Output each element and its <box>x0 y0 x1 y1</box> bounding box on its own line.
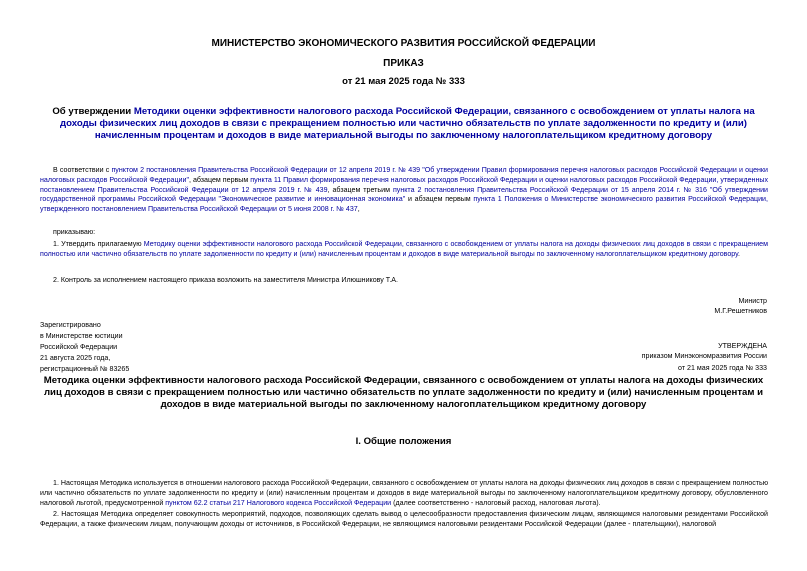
general-1-text-a: 1. Настоящая Методика используется в отношении налогового расхода Российской Федерации, связанного с освобождением от уплаты налога на доходы физических лиц доходов в связи с прекращением полностью или частично обязательств по уплате задолженности по кредиту и (или) начисленным процентам и доходов в виде материальной выгоды по заключенному налогоплательщиком кредитному договору, обусловленного налоговой льготой, предусмотренной <box>40 479 769 507</box>
order-date: от 21 мая 2025 года № 333 <box>342 76 465 87</box>
signature-name: М.Г.Решетников <box>714 307 767 315</box>
item-1-text-b: . <box>737 249 740 258</box>
registration-line: 21 августа 2025 года, <box>40 354 111 362</box>
preamble-link-3[interactable]: пункта 2 постановления Правительства Российской Федерации от 15 апреля 2014 г. № 316 "Об утверждении государственной программы Российской Федерации "Экономическое развитие и инновационная экономика" <box>40 185 769 204</box>
method-title: Методика оценки эффективности налогового расхода Российской Федерации, связанного с освобождением от уплаты налога на доходы физических лиц доходов в связи с прекращением полностью или частично обязательств по уплате задолженности по кредиту и (или) начисленным процентам и доходов в виде материальной выгоды по заключенному налогоплательщиком кредитному договору <box>43 375 764 410</box>
preamble-link-2[interactable]: пункта 11 Правил формирования перечня налоговых расходов Российской Федерации и оценки налоговых расходов Российской Федерации, утвержденных постановлением Правительства Российской Федерации от 12 апреля 2019 г. № 439 <box>40 175 769 194</box>
item-2-paragraph: 2. Контроль за исполнением настоящего приказа возложить на заместителя Министра Илюшникову Т.А. <box>53 276 399 284</box>
section-title: I. Общие положения <box>355 436 452 447</box>
approval-stamp-date: от 21 мая 2025 года № 333 <box>678 364 767 372</box>
preamble-text-c: , абзацем третьим <box>327 185 393 194</box>
preamble-link-4[interactable]: пункта 1 Положения о Министерстве экономического развития Российской Федерации, утвержденного постановлением Правительства Российской Федерации от 5 июня 2008 г. № 437 <box>40 195 768 214</box>
ministry-heading: МИНИСТЕРСТВО ЭКОНОМИЧЕСКОГО РАЗВИТИЯ РОССИЙСКОЙ ФЕДЕРАЦИИ <box>211 38 596 49</box>
general-paragraph-2: 2. Настоящая Методика определяет совокупность мероприятий, подходов, позволяющих сделать вывод о целесообразности предоставления физическим лицам, являющимся налоговыми резидентами Российской Федерации, а также физическим лицам, получающим доходы от источников, в Российской Федерации, не являющимся налоговыми резидентами Российской Федерации (далее - плательщики), налоговой <box>40 510 768 528</box>
item-1-paragraph <box>40 240 768 260</box>
preamble-link-1[interactable]: пунктом 2 постановления Правительства Российской Федерации от 12 апреля 2019 г. № 439 "Об утверждении Правил формирования перечня налоговых расходов Российской Федерации и оценки налоговых расходов Российской Федерации" <box>40 166 769 184</box>
registration-line: регистрационный № 83265 <box>40 365 130 373</box>
order-heading: ПРИКАЗ <box>383 58 424 69</box>
preamble-text-d: и абзацем первым <box>405 195 474 204</box>
order-title <box>40 106 767 142</box>
approval-stamp-order: приказом Минэкономразвития России <box>641 352 767 360</box>
registration-line: Российской Федерации <box>40 343 118 351</box>
signature-role: Министр <box>738 297 767 305</box>
preamble-paragraph <box>40 166 768 215</box>
registration-line: в Министерстве юстиции <box>40 332 123 340</box>
registration-line: Зарегистрировано <box>40 321 101 329</box>
title-prefix: Об утверждении <box>52 106 134 117</box>
title-link[interactable]: Методики оценки эффективности налогового расхода Российской Федерации, связанного с освобождением от уплаты налога на доходы физических лиц доходов в связи с прекращением полностью или частично обязательств по уплате задолженности по кредиту и (или) начисленным процентам и доходов в виде материальной выгоды по заключенному налогоплательщиком кредитному договору <box>60 106 755 141</box>
registration-block <box>40 320 129 375</box>
order-word: приказываю: <box>53 228 96 236</box>
item-1-text-a: 1. Утвердить прилагаемую <box>53 240 144 248</box>
general-paragraph-1 <box>40 479 768 508</box>
preamble-text-a: В соответствии с <box>53 166 112 174</box>
approval-stamp-title: УТВЕРЖДЕНА <box>718 342 767 350</box>
general-1-text-b: (далее соответственно - налоговый расход, налоговая льгота). <box>391 498 601 507</box>
preamble-text-b: , абзацем первым <box>189 175 251 184</box>
item-1-link[interactable]: Методику оценки эффективности налогового расхода Российской Федерации, связанного с освобождением от уплаты налога на доходы физических лиц доходов в связи с прекращением полностью или частично обязательств по уплате задолженности по кредиту и (или) начисленным процентам и доходов в виде материальной выгоды по заключенному налогоплательщиком кредитному договору <box>40 240 768 258</box>
preamble-text-e: , <box>357 205 360 214</box>
general-1-link[interactable]: пунктом 62.2 статьи 217 Налогового кодекса Российской Федерации <box>165 498 392 507</box>
